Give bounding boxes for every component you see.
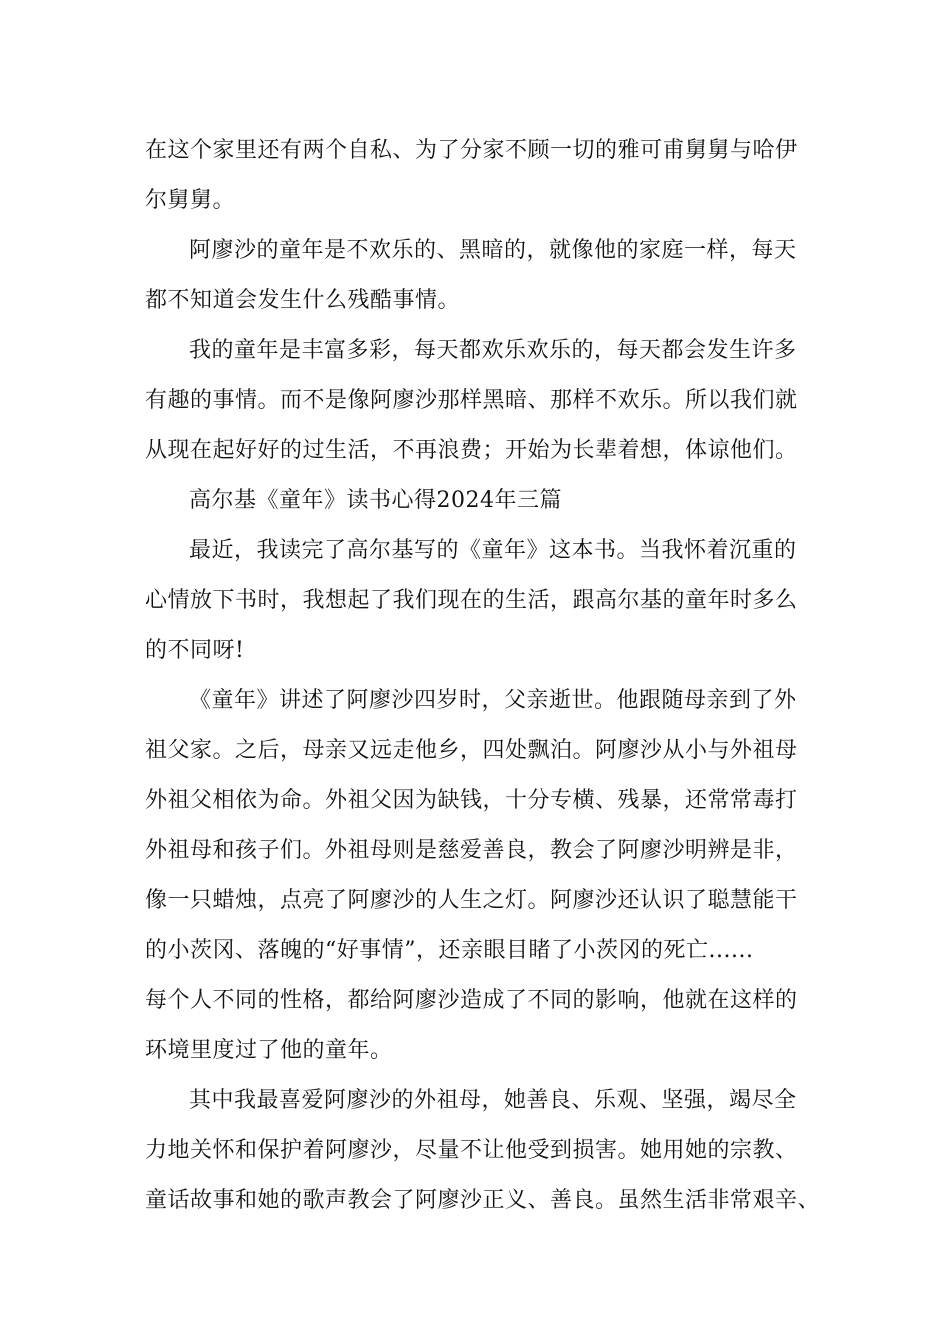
text-line: 最近，我读完了高尔基写的《童年》这本书。当我怀着沉重的 <box>189 538 797 563</box>
text-line: 《童年》讲述了阿廖沙四岁时，父亲逝世。他跟随母亲到了外 <box>189 688 797 713</box>
paragraph <box>145 526 825 676</box>
paragraph <box>145 326 825 476</box>
text-line: 环境里度过了他的童年。 <box>145 1038 393 1063</box>
section-heading <box>145 476 825 526</box>
text-line: 祖父家。之后，母亲又远走他乡，四处飘泊。阿廖沙从小与外祖母 <box>145 738 798 763</box>
text-line: 心情放下书时，我想起了我们现在的生活，跟高尔基的童年时多么 <box>145 588 798 613</box>
text-line: 在这个家里还有两个自私、为了分家不顾一切的雅可甫舅舅与哈伊 <box>145 138 798 163</box>
text-line: 外祖父相依为命。外祖父因为缺钱，十分专横、残暴，还常常毒打 <box>145 788 798 813</box>
text-line: 外祖母和孩子们。外祖母则是慈爱善良，教会了阿廖沙明辨是非， <box>145 838 798 863</box>
text-line: 像一只蜡烛，点亮了阿廖沙的人生之灯。阿廖沙还认识了聪慧能干 <box>145 888 798 913</box>
paragraph <box>145 226 825 326</box>
text-line: 其中我最喜爱阿廖沙的外祖母，她善良、乐观、坚强，竭尽全 <box>189 1088 797 1113</box>
heading-text: 高尔基《童年》读书心得2024年三篇 <box>189 488 562 513</box>
text-line: 从现在起好好的过生活，不再浪费；开始为长辈着想，体谅他们。 <box>145 438 798 463</box>
text-line: 我的童年是丰富多彩，每天都欢乐欢乐的，每天都会发生许多 <box>189 338 797 363</box>
paragraph <box>145 126 825 226</box>
text-line: 尔舅舅。 <box>145 188 236 213</box>
text-line: 童话故事和她的歌声教会了阿廖沙正义、善良。虽然生活非常艰辛、 <box>145 1188 821 1213</box>
text-line: 有趣的事情。而不是像阿廖沙那样黑暗、那样不欢乐。所以我们就 <box>145 388 798 413</box>
text-line: 阿廖沙的童年是不欢乐的、黑暗的，就像他的家庭一样，每天 <box>189 238 797 263</box>
paragraph <box>145 676 825 1076</box>
text-line: 的小茨冈、落魄的“好事情”，还亲眼目睹了小茨冈的死亡...... <box>145 938 754 963</box>
text-line: 力地关怀和保护着阿廖沙，尽量不让他受到损害。她用她的宗教、 <box>145 1138 798 1163</box>
text-line: 每个人不同的性格，都给阿廖沙造成了不同的影响，他就在这样的 <box>145 988 798 1013</box>
paragraph <box>145 1076 825 1226</box>
text-line: 都不知道会发生什么残酷事情。 <box>145 288 461 313</box>
text-line: 的不同呀! <box>145 638 245 663</box>
document-body <box>145 126 825 1226</box>
